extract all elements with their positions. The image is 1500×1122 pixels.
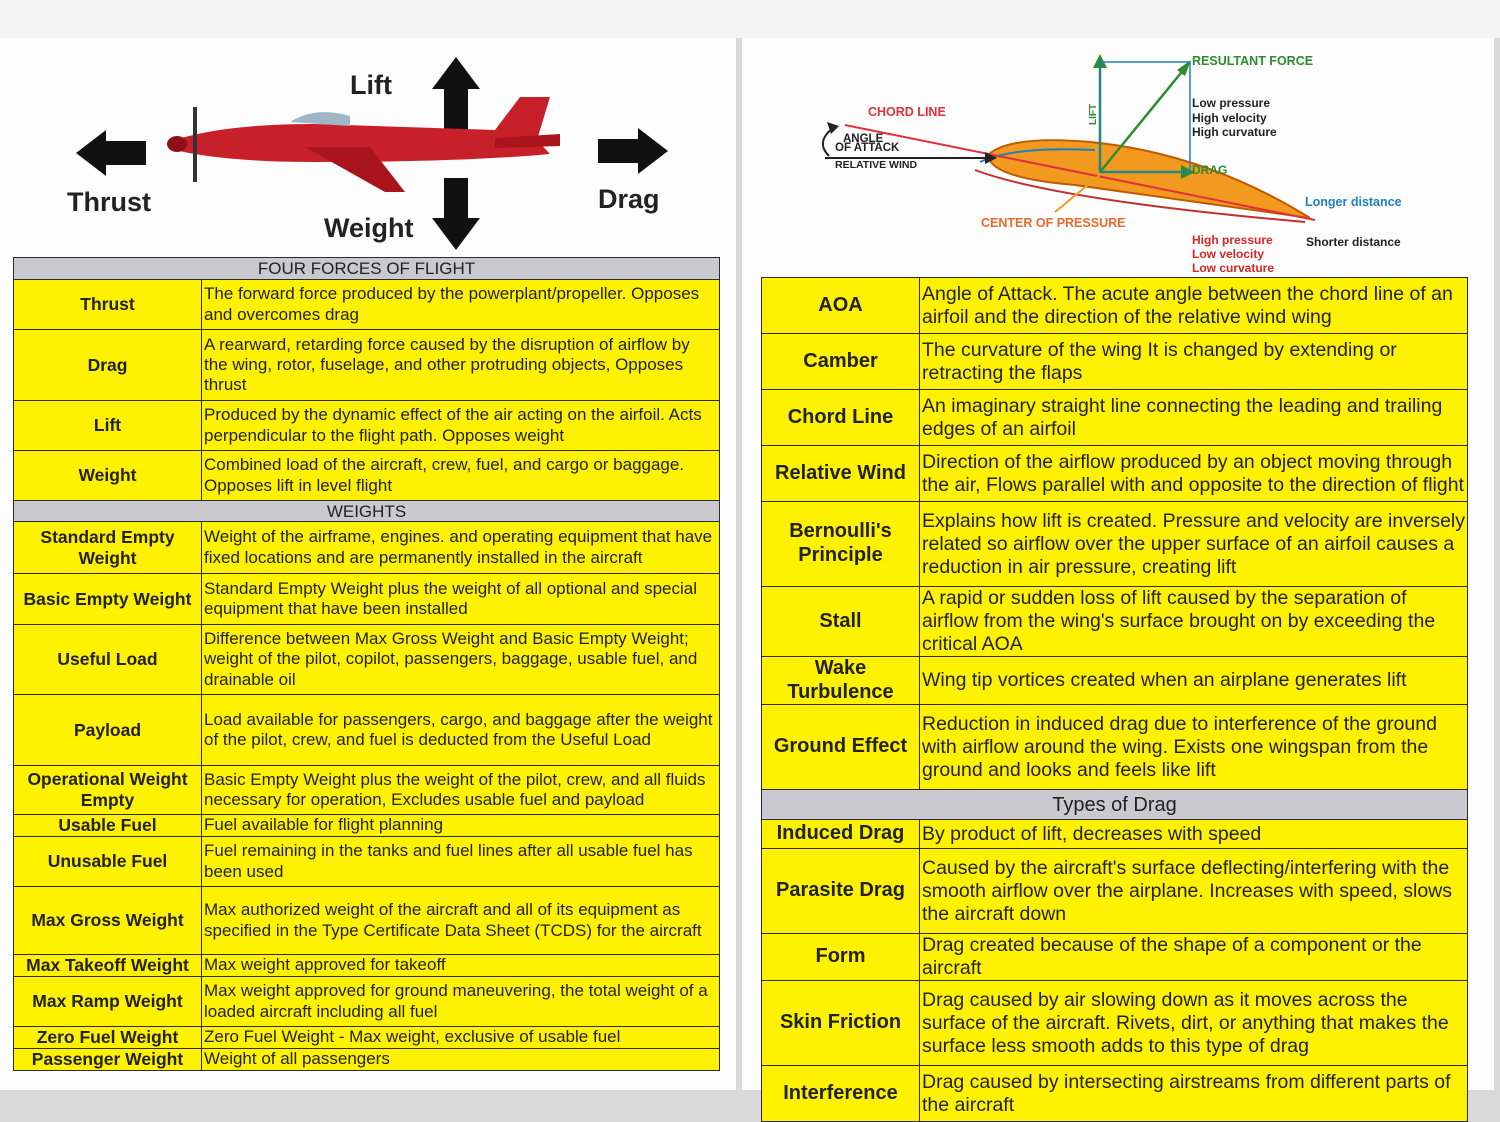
definition-cell: Standard Empty Weight plus the weight of all optional and special equipment that have been installed (202, 574, 720, 625)
term-cell: Drag (14, 330, 202, 401)
thrust-arrow-icon (76, 130, 148, 176)
definition-cell: Fuel available for flight planning (202, 815, 720, 837)
upper-note: High velocity (1192, 111, 1267, 125)
longer-distance-label: Longer distance (1305, 195, 1402, 209)
definition-cell: Produced by the dynamic effect of the air acting on the airfoil. Acts perpendicular to the flight path. Opposes weight (202, 401, 720, 451)
term-cell: Usable Fuel (14, 815, 202, 837)
table-row (762, 587, 1468, 657)
term-cell: Skin Friction (762, 981, 920, 1066)
table-row (14, 280, 720, 330)
term-cell: Chord Line (762, 390, 920, 446)
lower-note: High pressure (1192, 233, 1273, 247)
term-cell: Ground Effect (762, 705, 920, 790)
term-cell: Useful Load (14, 625, 202, 695)
center-of-pressure-label: CENTER OF PRESSURE (981, 216, 1126, 230)
airfoil-diagram (805, 50, 1445, 280)
definition-cell: Max authorized weight of the aircraft and all of its equipment as specified in the Type Certificate Data Sheet (TCDS) for the aircraft (202, 887, 720, 955)
definition-cell: Max weight approved for ground maneuvering, the total weight of a loaded aircraft including all fuel (202, 977, 720, 1027)
table-row (762, 446, 1468, 502)
table-row (14, 401, 720, 451)
drag-arrow-icon (596, 128, 668, 174)
definition-cell: Combined load of the aircraft, crew, fuel, and cargo or baggage. Opposes lift in level flight (202, 451, 720, 501)
chord-line-label: CHORD LINE (868, 105, 946, 119)
term-cell: AOA (762, 278, 920, 334)
definition-cell: Direction of the airflow produced by an object moving through the air, Flows parallel with and opposite to the direction of flight (920, 446, 1468, 502)
section-header-four-forces: FOUR FORCES OF FLIGHT (14, 258, 720, 280)
term-cell: Interference (762, 1066, 920, 1122)
definition-cell: Fuel remaining in the tanks and fuel lines after all usable fuel has been used (202, 837, 720, 887)
table-row (762, 502, 1468, 587)
term-cell: Induced Drag (762, 820, 920, 849)
thrust-label: Thrust (67, 187, 151, 217)
table-row (14, 522, 720, 574)
term-cell: Payload (14, 695, 202, 766)
table-row (762, 705, 1468, 790)
upper-note: High curvature (1192, 125, 1277, 139)
term-cell: Standard Empty Weight (14, 522, 202, 574)
definition-cell: By product of lift, decreases with speed (920, 820, 1468, 849)
upper-note: Low pressure (1192, 96, 1271, 110)
term-cell: Zero Fuel Weight (14, 1027, 202, 1049)
definition-cell: Difference between Max Gross Weight and Basic Empty Weight; weight of the pilot, copilot, passengers, baggage, usable fuel, and drainable oil (202, 625, 720, 695)
angle-label: ANGLE (843, 133, 884, 145)
section-header-weights: WEIGHTS (14, 501, 720, 522)
table-row (14, 977, 720, 1027)
definition-cell: Drag caused by intersecting airstreams from different parts of the aircraft (920, 1066, 1468, 1122)
term-cell: Max Ramp Weight (14, 977, 202, 1027)
lift-vector-label: LIFT (1088, 103, 1099, 125)
definition-cell: Explains how lift is created. Pressure and velocity are inversely related so airflow over the upper surface of an airfoil causes a reduction in air pressure, creating lift (920, 502, 1468, 587)
definition-cell: Wing tip vortices created when an airplane generates lift (920, 657, 1468, 705)
definition-cell: Reduction in induced drag due to interference of the ground with airflow around the wing. Exists one wingspan from the ground and looks and feels like lift (920, 705, 1468, 790)
of-attack-label: OF ATTACK (835, 142, 900, 154)
definition-cell: Drag caused by air slowing down as it moves across the surface of the aircraft. Rivets, dirt, or anything that makes the surface less smooth adds to this type of drag (920, 981, 1468, 1066)
scan-top-margin (0, 0, 1500, 38)
table-row (14, 1049, 720, 1071)
definition-cell: Drag created because of the shape of a component or the aircraft (920, 934, 1468, 981)
table-row (762, 934, 1468, 981)
definition-cell: Max weight approved for takeoff (202, 955, 720, 977)
relative-wind-label: RELATIVE WIND (835, 159, 918, 171)
table-row (14, 887, 720, 955)
table-row (762, 278, 1468, 334)
definition-cell: Basic Empty Weight plus the weight of the pilot, crew, and all fluids necessary for operation, Excludes usable fuel and payload (202, 766, 720, 815)
definition-cell: A rearward, retarding force caused by the disruption of airflow by the wing, rotor, fuselage, and other protruding objects, Opposes thrust (202, 330, 720, 401)
table-row (14, 955, 720, 977)
definition-cell: Caused by the aircraft's surface deflecting/interfering with the smooth airflow over the airplane. Increases with speed, slows the aircraft down (920, 849, 1468, 934)
table-row (14, 451, 720, 501)
table-row (762, 390, 1468, 446)
table-row (762, 981, 1468, 1066)
table-row (14, 815, 720, 837)
table-row (762, 334, 1468, 390)
table-row (762, 657, 1468, 705)
term-cell: Basic Empty Weight (14, 574, 202, 625)
lift-label: Lift (350, 70, 392, 100)
term-cell: Relative Wind (762, 446, 920, 502)
forces-and-weights-table (13, 257, 720, 1071)
table-row (762, 820, 1468, 849)
definition-cell: Weight of all passengers (202, 1049, 720, 1071)
lower-note: Low curvature (1192, 261, 1275, 275)
definition-cell: Load available for passengers, cargo, and baggage after the weight of the pilot, crew, and fuel is deducted from the Useful Load (202, 695, 720, 766)
table-row (762, 1066, 1468, 1122)
lower-note: Low velocity (1192, 247, 1265, 261)
definition-cell: The curvature of the wing It is changed by extending or retracting the flaps (920, 334, 1468, 390)
section-header-types-of-drag: Types of Drag (762, 790, 1468, 820)
table-row (14, 625, 720, 695)
table-row (762, 849, 1468, 934)
drag-label: Drag (598, 184, 660, 214)
table-row (14, 766, 720, 815)
table-row (14, 574, 720, 625)
term-cell: Thrust (14, 280, 202, 330)
term-cell: Unusable Fuel (14, 837, 202, 887)
table-row (14, 1027, 720, 1049)
table-row (14, 837, 720, 887)
shorter-distance-label: Shorter distance (1306, 235, 1401, 249)
aircraft-illustration (165, 92, 565, 202)
term-cell: Bernoulli's Principle (762, 502, 920, 587)
term-cell: Stall (762, 587, 920, 657)
term-cell: Wake Turbulence (762, 657, 920, 705)
term-cell: Lift (14, 401, 202, 451)
definition-cell: Zero Fuel Weight - Max weight, exclusive of usable fuel (202, 1027, 720, 1049)
term-cell: Form (762, 934, 920, 981)
table-row (14, 330, 720, 401)
resultant-force-label: RESULTANT FORCE (1192, 54, 1314, 68)
term-cell: Parasite Drag (762, 849, 920, 934)
definition-cell: Weight of the airframe, engines. and operating equipment that have fixed locations and are permanently installed in the aircraft (202, 522, 720, 574)
definition-cell: The forward force produced by the powerplant/propeller. Opposes and overcomes drag (202, 280, 720, 330)
drag-vector-label: DRAG (1192, 163, 1228, 177)
definition-cell: An imaginary straight line connecting the leading and trailing edges of an airfoil (920, 390, 1468, 446)
table-row (14, 695, 720, 766)
aerodynamics-terms-table (761, 277, 1468, 1122)
term-cell: Operational Weight Empty (14, 766, 202, 815)
term-cell: Camber (762, 334, 920, 390)
term-cell: Max Takeoff Weight (14, 955, 202, 977)
definition-cell: A rapid or sudden loss of lift caused by the separation of airflow from the wing's surface brought on by exceeding the critical AOA (920, 587, 1468, 657)
term-cell: Weight (14, 451, 202, 501)
term-cell: Max Gross Weight (14, 887, 202, 955)
definition-cell: Angle of Attack. The acute angle between the chord line of an airfoil and the direction of the relative wind wing (920, 278, 1468, 334)
term-cell: Passenger Weight (14, 1049, 202, 1071)
weight-label: Weight (324, 213, 414, 243)
